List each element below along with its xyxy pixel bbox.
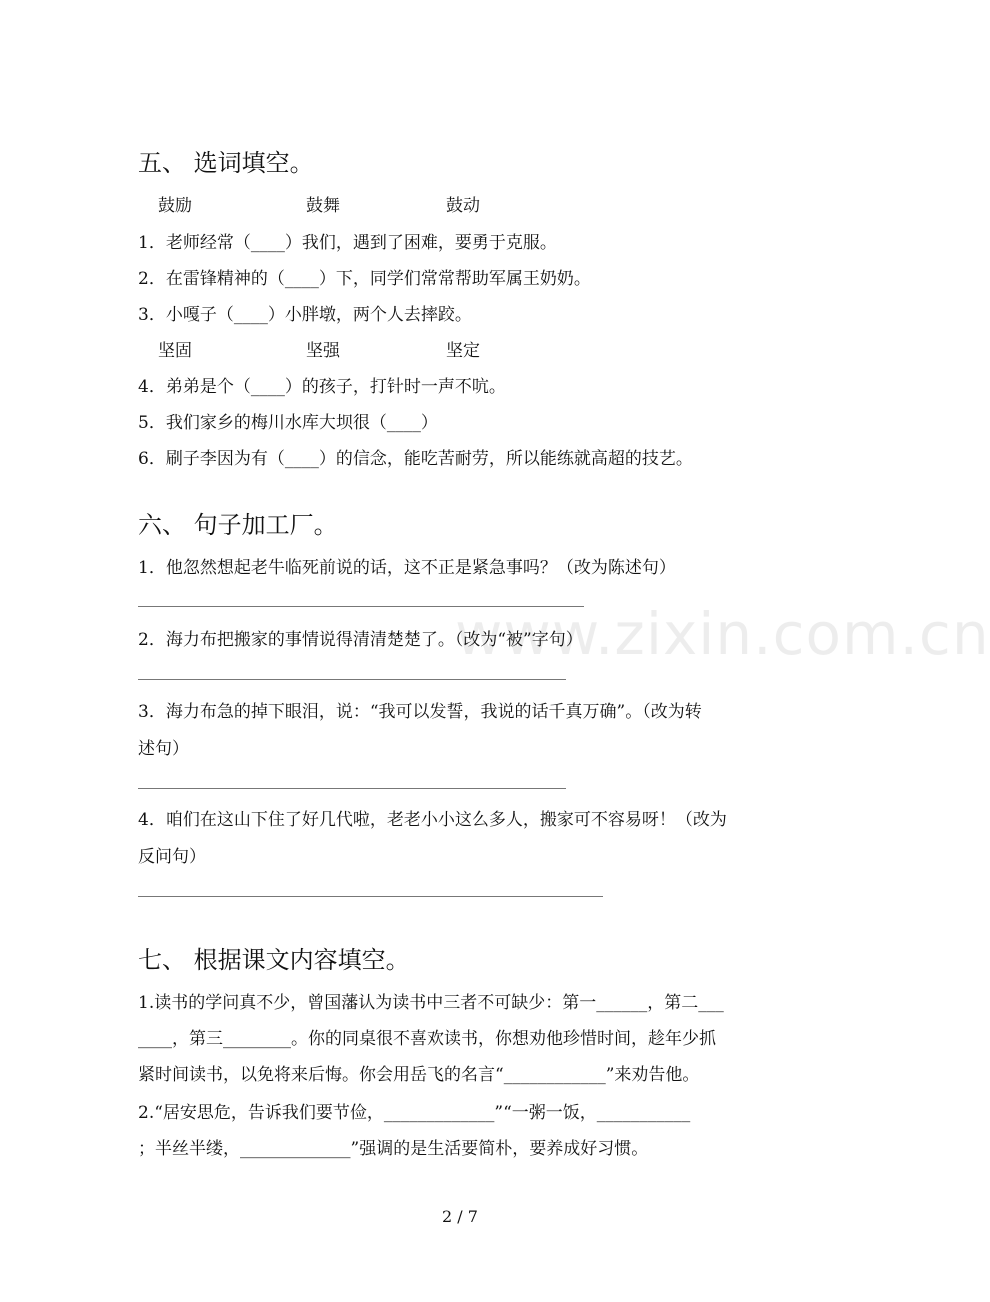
answer-line[interactable] [138,606,584,607]
answer-line[interactable] [138,788,566,789]
text-fill-line: 紧时间读书，以免将来后悔。你会用岳飞的名言“____________”来劝告他。 [138,1065,700,1085]
word-option: 鼓励 [158,196,192,216]
rewrite-question: 3．海力布急的掉下眼泪，说：“我可以发誓，我说的话千真万确”。（改为转 [138,702,702,722]
word-option: 鼓舞 [306,196,340,216]
word-option: 坚定 [446,341,480,361]
rewrite-question: 2．海力布把搬家的事情说得清清楚楚了。（改为“被”字句） [138,630,583,650]
word-option: 坚固 [158,341,192,361]
fill-item: 2．在雷锋精神的（____）下，同学们常常帮助军属王奶奶。 [138,269,591,289]
fill-item: 6．刷子李因为有（____）的信念，能吃苦耐劳，所以能练就高超的技艺。 [138,449,693,469]
word-option: 鼓动 [446,196,480,216]
section6-title: 六、 句子加工厂。 [138,511,338,539]
answer-line[interactable] [138,679,566,680]
section5-title: 五、 选词填空。 [138,149,314,177]
rewrite-question: 4．咱们在这山下住了好几代啦，老老小小这么多人，搬家可不容易呀！（改为 [138,810,727,830]
fill-item: 1．老师经常（____）我们，遇到了困难，要勇于克服。 [138,233,557,253]
word-option: 坚强 [306,341,340,361]
text-fill-line: ；半丝半缕，_____________”强调的是生活要简朴，要养成好习惯。 [138,1139,649,1159]
rewrite-question: 1．他忽然想起老牛临死前说的话，这不正是紧急事吗？（改为陈述句） [138,558,676,578]
text-fill-line: 1.读书的学问真不少，曾国藩认为读书中三者不可缺少：第一______，第二___ [138,993,724,1013]
watermark: www.zixin.com.cn [455,600,990,668]
text-fill-line: 2.“居安思危，告诉我们要节俭，_____________”“一粥一饭，___________ [138,1103,691,1123]
answer-line[interactable] [138,896,603,897]
page-number: 2 / 7 [442,1207,478,1226]
fill-item: 4．弟弟是个（____）的孩子，打针时一声不吭。 [138,377,506,397]
rewrite-question-cont: 反问句） [138,847,206,867]
fill-item: 3．小嘎子（____）小胖墩，两个人去摔跤。 [138,305,472,325]
fill-item: 5．我们家乡的梅川水库大坝很（____） [138,413,438,433]
section7-title: 七、 根据课文内容填空。 [138,946,410,974]
text-fill-line: ____，第三________。你的同桌很不喜欢读书，你想劝他珍惜时间，趁年少抓 [138,1029,716,1049]
rewrite-question-cont: 述句） [138,739,189,759]
